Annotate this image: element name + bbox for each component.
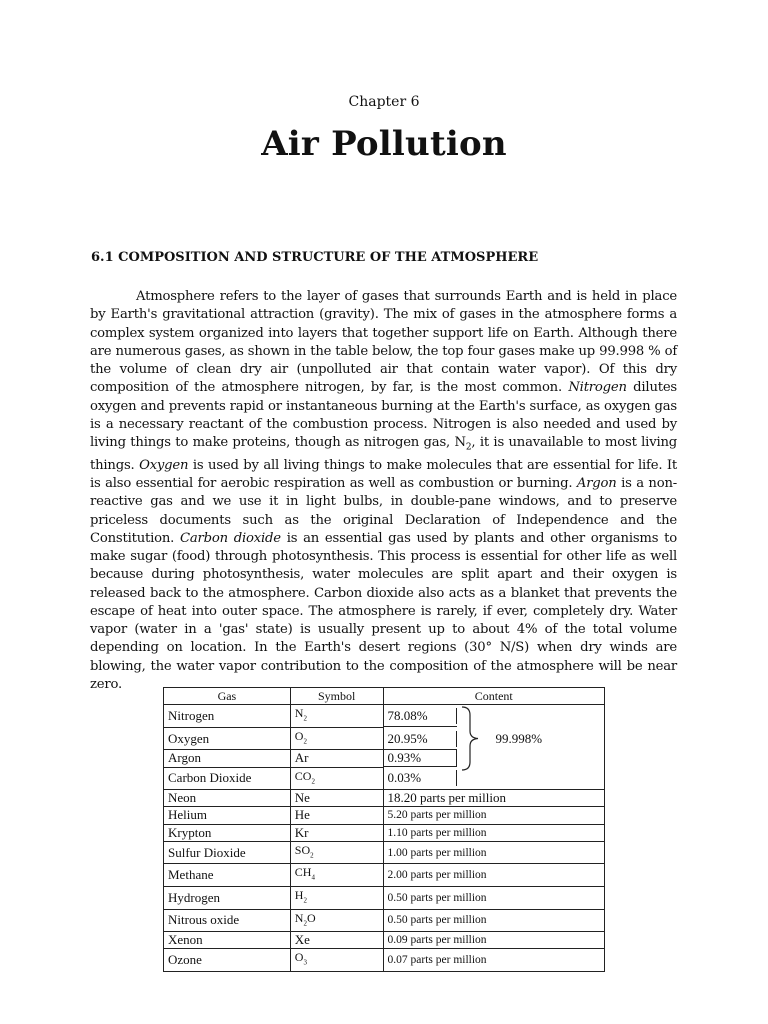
content-cell: 1.00 parts per million [383,841,604,864]
paragraph-text-3: , it is unavailable to most living things. [90,435,678,473]
symbol-subscript: 2 [303,896,307,905]
content-value: 0.03% [384,770,457,786]
content-cell: 0.07 parts per million [383,949,604,972]
symbol-subscript: 2 [303,737,307,746]
symbol-cell [290,909,383,932]
symbol-base: Kr [294,824,309,840]
gas-name-cell: Nitrogen [164,705,291,728]
table-row [164,841,605,864]
gas-name-cell: Carbon Dioxide [164,767,291,790]
header-content: Content [383,688,604,705]
symbol-base: Xe [294,932,310,948]
gas-name-cell: Neon [164,790,291,807]
symbol-subscript: 2 [311,777,315,786]
brace-total-label: 99.998% [495,731,543,747]
brace-path [462,707,478,770]
symbol-base: O [294,728,304,743]
symbol-subscript: 3 [303,958,307,967]
table-row [164,886,605,909]
section-heading: 6.1 COMPOSITION AND STRUCTURE OF THE ATMOSPHERE [91,250,539,265]
header-symbol: Symbol [290,688,383,705]
curly-brace-icon [460,705,482,772]
symbol-cell [290,864,383,887]
paragraph-text-1: Atmosphere refers to the layer of gases that surrounds Earth and is held in place by Earth's gravitational attraction (gravity). The mix of gases in the atmosphere forms a complex system organized into layers that together support life on Earth. Although there are numerous gases, as shown in the table below, the top four gases make up 99.998 % of the volume of clean dry air (unpolluted air that contain water vapor). Of this dry composition of the atmosphere nitrogen, by far, is the most common. [90,289,677,396]
symbol-base: O [294,950,304,965]
gas-composition-table [163,687,605,972]
gas-name-cell: Sulfur Dioxide [164,841,291,864]
content-value: 20.95% [384,731,457,747]
symbol-suffix: O [306,910,316,925]
paragraph-text-2: dilutes oxygen and prevents rapid or instantaneous burning at the Earth's surface, as oxygen gas is a necessary reactant of the combustion process. Nitrogen is also needed and used by living things to make proteins, though as nitrogen gas, N [90,380,678,450]
content-cell: 0.09 parts per million [383,932,604,949]
symbol-base: CH [294,865,312,880]
symbol-cell [290,727,383,750]
symbol-base: Ar [294,750,309,766]
gas-name-cell: Helium [164,807,291,824]
symbol-cell [290,824,383,841]
table-header-row [164,688,605,705]
symbol-base: CO [294,768,312,783]
gas-name-cell: Krypton [164,824,291,841]
gas-name-cell: Nitrous oxide [164,909,291,932]
content-cell [383,750,604,767]
paragraph-text-6: is an essential gas used by plants and other organisms to make sugar (food) through photosynthesis. This process is essential for other life as well because during photosynthesis, water molecules are split apart and their oxygen is released back to the atmosphere. Carbon dioxide also acts as a blanket that prevents the escape of heat into outer space. The atmosphere is rarely, if ever, completely dry. Water vapor (water in a 'gas' state) is usually present up to about 4% of the total volume depending on location. In the Earth's desert regions (30° N/S) when dry winds are blowing, the water vapor contribution to the composition of the atmosphere will be near zero. [90,530,677,692]
symbol-cell [290,841,383,864]
symbol-base: N [294,910,304,925]
table-row [164,909,605,932]
content-cell: 0.50 parts per million [383,886,604,909]
symbol-subscript: 2 [303,919,307,928]
gas-name-cell: Methane [164,864,291,887]
table-row [164,750,605,767]
content-cell [383,767,604,790]
symbol-subscript: 2 [303,714,307,723]
term-nitrogen: Nitrogen [568,380,627,396]
page-title: Air Pollution [261,124,507,164]
table-row [164,790,605,807]
gas-name-cell: Xenon [164,932,291,949]
content-cell: 2.00 parts per million [383,864,604,887]
term-argon: Argon [576,476,617,492]
table-row [164,767,605,790]
content-cell [383,727,604,750]
table-row [164,824,605,841]
symbol-cell [290,886,383,909]
gas-name-cell: Ozone [164,949,291,972]
header-gas: Gas [164,688,291,705]
symbol-cell [290,807,383,824]
table-row [164,949,605,972]
table-row [164,864,605,887]
symbol-subscript: 4 [311,873,315,882]
content-value: 78.08% [384,708,457,724]
symbol-cell [290,790,383,807]
gas-name-cell: Oxygen [164,727,291,750]
table-row [164,932,605,949]
chapter-label: Chapter 6 [348,94,420,110]
gas-name-cell: Hydrogen [164,886,291,909]
symbol-base: He [294,807,310,823]
symbol-cell [290,949,383,972]
symbol-subscript: 2 [310,851,314,860]
paragraph-text-4: is used by all living things to make molecules that are essential for life. It is also essential for aerobic respiration as well as combustion or burning. [90,457,678,492]
symbol-base: H [294,887,304,902]
content-cell: 1.10 parts per million [383,824,604,841]
symbol-base: Ne [294,790,310,806]
symbol-cell [290,767,383,790]
content-value: 0.93% [384,750,457,766]
table-row [164,705,605,728]
n2-subscript: 2 [465,442,472,453]
term-carbon-dioxide: Carbon dioxide [179,530,281,546]
term-oxygen: Oxygen [139,457,189,473]
symbol-base: SO [294,842,311,857]
content-cell: 5.20 parts per million [383,807,604,824]
content-cell: 0.50 parts per million [383,909,604,932]
symbol-cell [290,705,383,728]
body-paragraph [90,288,677,694]
paragraph-text-5: is a non-reactive gas and we use it in light bulbs, in double-pane windows, and to preserve priceless documents such as the original Declaration of Independence and the Constitution. [90,476,677,546]
gas-name-cell: Argon [164,750,291,767]
content-cell: 18.20 parts per million [383,790,604,807]
table-row [164,807,605,824]
symbol-base: N [294,706,304,721]
symbol-cell [290,750,383,767]
symbol-cell [290,932,383,949]
